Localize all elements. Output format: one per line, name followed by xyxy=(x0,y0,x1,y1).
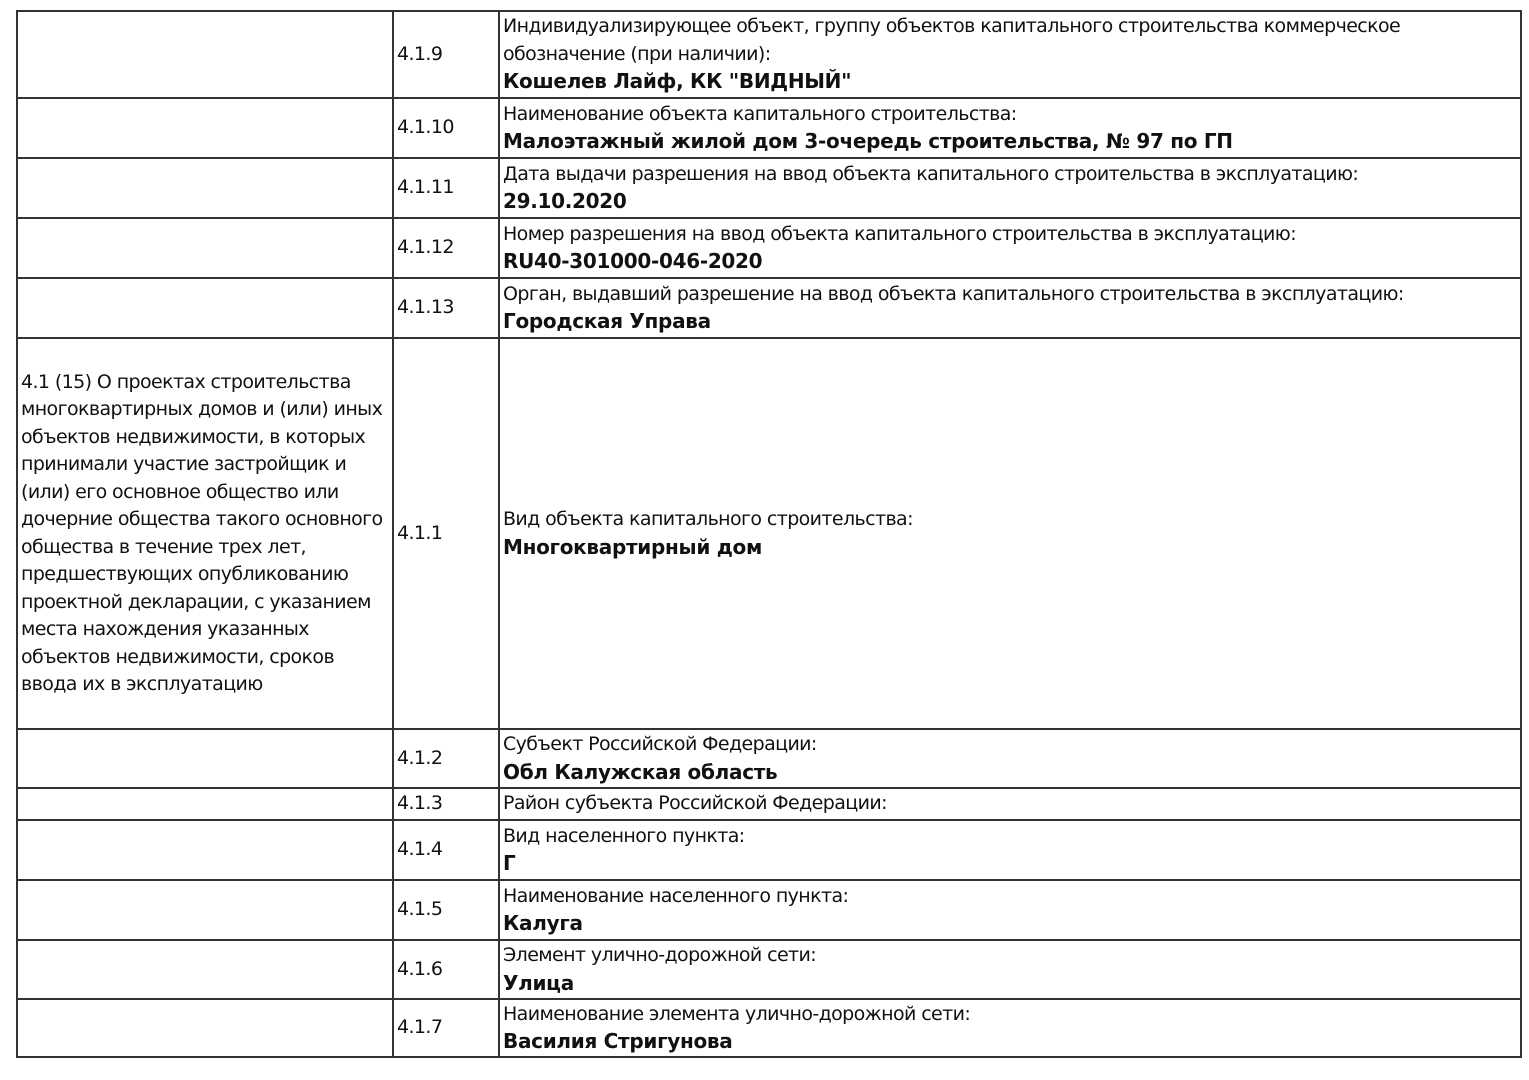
code-cell: 4.1.5 xyxy=(393,880,499,940)
content-cell xyxy=(499,820,1521,880)
table-row xyxy=(17,820,1521,880)
section-cell xyxy=(17,278,393,338)
content-cell xyxy=(499,98,1521,158)
section-cell xyxy=(17,940,393,999)
table-row xyxy=(17,729,1521,788)
content-cell xyxy=(499,788,1521,820)
field-value: 29.10.2020 xyxy=(503,189,627,213)
field-value: Калуга xyxy=(503,911,583,935)
section-cell xyxy=(17,98,393,158)
field-value: Малоэтажный жилой дом 3-очередь строительства, № 97 по ГП xyxy=(503,129,1233,153)
field-value: Обл Калужская область xyxy=(503,759,778,784)
section-cell xyxy=(17,729,393,788)
section-cell xyxy=(17,820,393,880)
content-cell xyxy=(499,880,1521,940)
table-row xyxy=(17,278,1521,338)
content-cell xyxy=(499,278,1521,338)
declaration-table xyxy=(16,10,1522,1058)
code-cell: 4.1.2 xyxy=(393,729,499,788)
table-row xyxy=(17,98,1521,158)
field-value: Улица xyxy=(503,970,574,995)
field-label: Наименование объекта капитального строительства: xyxy=(503,102,1017,125)
content-cell xyxy=(499,338,1521,729)
table-row xyxy=(17,158,1521,218)
code-cell: 4.1.4 xyxy=(393,820,499,880)
section-cell xyxy=(17,999,393,1057)
code-cell: 4.1.12 xyxy=(393,218,499,278)
section-cell xyxy=(17,788,393,820)
field-label: Номер разрешения на ввод объекта капитального строительства в эксплуатацию: xyxy=(503,222,1296,245)
field-label: Индивидуализирующее объект, группу объектов капитального строительства коммерческое обозначение (при наличии): xyxy=(503,15,1401,65)
field-label: Наименование населенного пункта: xyxy=(503,884,849,907)
code-cell: 4.1.7 xyxy=(393,999,499,1057)
section-cell xyxy=(17,880,393,940)
table-row xyxy=(17,940,1521,999)
field-label: Орган, выдавший разрешение на ввод объекта капитального строительства в эксплуатацию: xyxy=(503,282,1404,305)
content-cell xyxy=(499,940,1521,999)
field-value: Многоквартирный дом xyxy=(503,534,763,559)
field-value: Городская Управа xyxy=(503,309,711,333)
code-cell: 4.1.1 xyxy=(393,338,499,729)
field-label: Субъект Российской Федерации: xyxy=(503,733,817,755)
field-value: Г xyxy=(503,851,516,875)
content-cell xyxy=(499,158,1521,218)
table-row xyxy=(17,999,1521,1057)
code-cell: 4.1.13 xyxy=(393,278,499,338)
field-label: Наименование элемента улично-дорожной сети: xyxy=(503,1002,971,1025)
code-cell: 4.1.6 xyxy=(393,940,499,999)
content-cell xyxy=(499,999,1521,1057)
content-cell xyxy=(499,218,1521,278)
field-label: Вид населенного пункта: xyxy=(503,824,745,847)
field-value: Кошелев Лайф, КК "ВИДНЫЙ" xyxy=(503,69,852,94)
field-value: RU40-301000-046-2020 xyxy=(503,249,763,273)
content-cell xyxy=(499,729,1521,788)
section-cell xyxy=(17,11,393,98)
section-cell xyxy=(17,218,393,278)
code-cell: 4.1.9 xyxy=(393,11,499,98)
table-row xyxy=(17,788,1521,820)
table-row xyxy=(17,218,1521,278)
field-value: Василия Стригунова xyxy=(503,1029,733,1053)
table-row xyxy=(17,338,1521,729)
field-label: Элемент улично-дорожной сети: xyxy=(503,944,817,966)
field-label: Дата выдачи разрешения на ввод объекта капитального строительства в эксплуатацию: xyxy=(503,162,1359,185)
section-cell xyxy=(17,158,393,218)
code-cell: 4.1.10 xyxy=(393,98,499,158)
field-label: Вид объекта капитального строительства: xyxy=(503,508,913,530)
section-cell: 4.1 (15) О проектах строительства многоквартирных домов и (или) иных объектов недвижимости, в которых принимали участие застройщик и (или) его основное общество или дочерние общества такого основного общества в течение трех лет, предшествующих опубликованию проектной декларации, с указанием места нахождения указанных объектов недвижимости, сроков ввода их в эксплуатацию xyxy=(17,338,393,729)
table-row xyxy=(17,880,1521,940)
table-row xyxy=(17,11,1521,98)
code-cell: 4.1.3 xyxy=(393,788,499,820)
content-cell xyxy=(499,11,1521,98)
field-label: Район субъекта Российской Федерации: xyxy=(503,792,887,815)
code-cell: 4.1.11 xyxy=(393,158,499,218)
